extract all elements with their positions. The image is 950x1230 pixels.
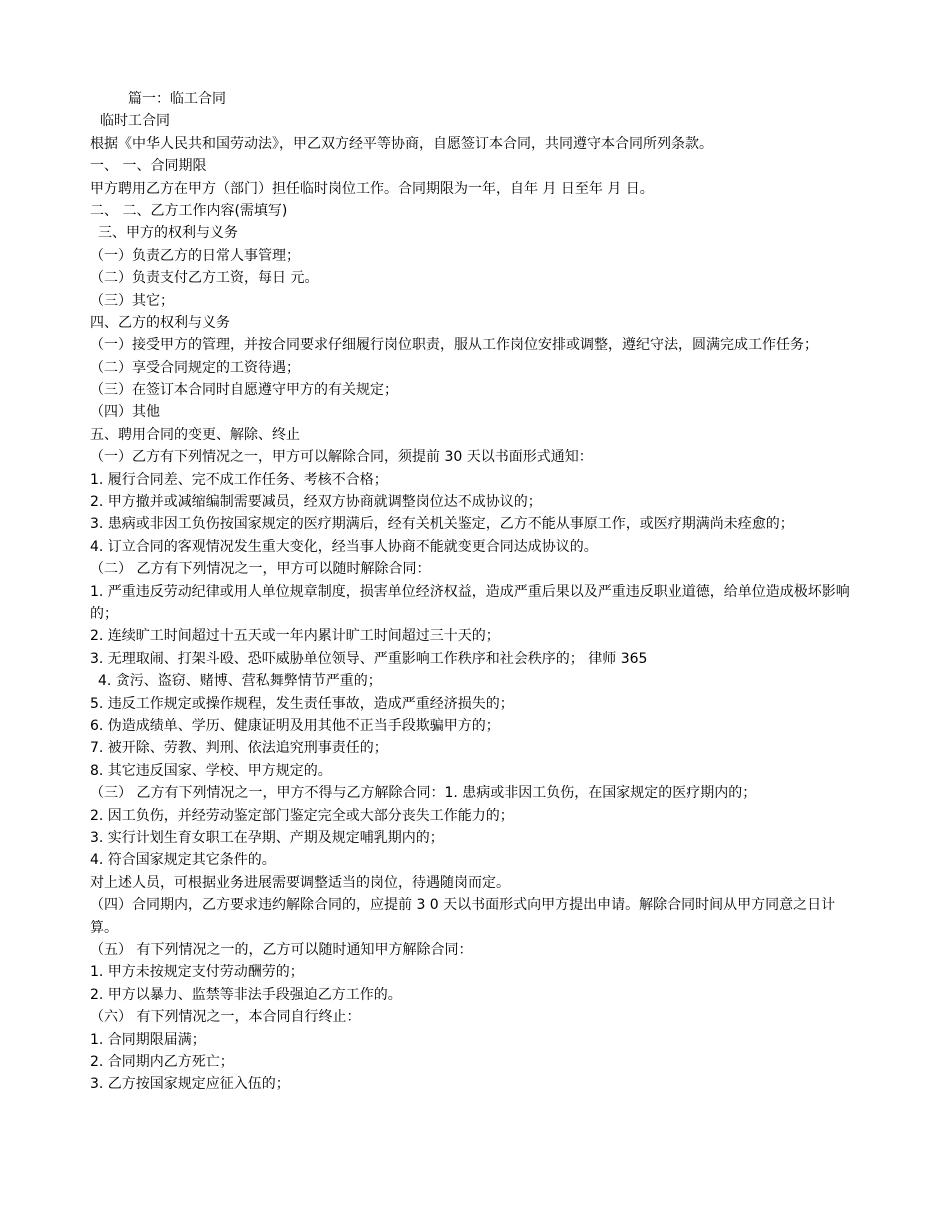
list-item: 8. 其它违反国家、学校、甲方规定的。 xyxy=(90,762,332,779)
clause: （三）在签订本合同时自愿遵守甲方的有关规定； xyxy=(90,382,398,399)
list-item: 3. 无理取闹、打架斗殴、恐吓威胁单位领导、严重影响工作秩序和社会秩序的； 律师 365 xyxy=(90,650,648,667)
clause: （三）其它； xyxy=(90,292,174,309)
list-item: 2. 因工负伤，并经劳动鉴定部门鉴定完全或大部分丧失工作能力的； xyxy=(90,807,514,824)
list-item: 3. 实行计划生育女职工在孕期、产期及规定哺乳期内的； xyxy=(90,829,444,846)
list-item: 4. 贪污、盗窃、赌博、营私舞弊情节严重的； xyxy=(98,673,382,690)
clause: （三） 乙方有下列情况之一，甲方不得与乙方解除合同：1. 患病或非因工负伤，在国家规定的医疗期内的； xyxy=(90,785,757,802)
list-item: 1. 履行合同差、完不成工作任务、考核不合格； xyxy=(90,471,388,488)
section-heading: 五、聘用合同的变更、解除、终止 xyxy=(90,426,300,443)
list-item: 6. 伪造成绩单、学历、健康证明及用其他不正当手段欺骗甲方的； xyxy=(90,718,500,734)
list-item: 1. 合同期限届满； xyxy=(90,1031,206,1048)
list-item: 4. 符合国家规定其它条件的。 xyxy=(90,852,276,869)
clause: （五） 有下列情况之一的，乙方可以随时通知甲方解除合同： xyxy=(90,941,473,958)
clause: （一）乙方有下列情况之一，甲方可以解除合同，须提前 30 天以书面形式通知： xyxy=(90,449,593,466)
clause: （四）合同期内，乙方要求违约解除合同的，应提前 3 0 天以书面形式向甲方提出申请。解除合同时间从甲方同意之日计算。 xyxy=(90,897,836,936)
list-item: 1. 严重违反劳动纪律或用人单位规章制度，损害单位经济权益，造成严重后果以及严重违反职业道德，给单位造成极坏影响的； xyxy=(90,583,850,623)
clause: （二）享受合同规定的工资待遇； xyxy=(90,359,300,376)
section-heading: 二、 二、乙方工作内容(需填写) xyxy=(90,202,288,219)
clause: （一）负责乙方的日常人事管理； xyxy=(90,247,300,264)
intro-paragraph: 根据《中华人民共和国劳动法》，甲乙双方经平等协商，自愿签订本合同，共同遵守本合同所列条款。 xyxy=(90,135,713,152)
contract-document xyxy=(90,88,880,1096)
list-item: 4. 订立合同的客观情况发生重大变化，经当事人协商不能就变更合同达成协议的。 xyxy=(90,538,598,555)
list-item: 2. 连续旷工时间超过十五天或一年内累计旷工时间超过三十天的； xyxy=(90,628,500,645)
paragraph: 甲方聘用乙方在甲方（部门）担任临时岗位工作。合同期限为一年，自年 月 日至年 月 日。 xyxy=(90,180,654,197)
doc-subtitle: 临时工合同 xyxy=(100,113,170,130)
list-item: 3. 乙方按国家规定应征入伍的； xyxy=(90,1076,290,1093)
list-item: 5. 违反工作规定或操作规程，发生责任事故，造成严重经济损失的； xyxy=(90,695,514,712)
section-heading: 一、 一、合同期限 xyxy=(90,158,207,175)
clause: （一）接受甲方的管理，并按合同要求仔细履行岗位职责，服从工作岗位安排或调整，遵纪守法，圆满完成工作任务； xyxy=(90,337,818,354)
section-heading: 三、甲方的权利与义务 xyxy=(98,225,238,242)
section-heading: 四、乙方的权利与义务 xyxy=(90,314,230,331)
list-item: 2. 甲方以暴力、监禁等非法手段强迫乙方工作的。 xyxy=(90,986,402,1003)
list-item: 2. 甲方撤并或减缩编制需要减员，经双方协商就调整岗位达不成协议的； xyxy=(90,494,542,511)
list-item: 7. 被开除、劳教、判刑、依法追究刑事责任的； xyxy=(90,740,388,757)
doc-title: 篇一：临工合同 xyxy=(128,91,226,107)
clause: （六） 有下列情况之一，本合同自行终止： xyxy=(90,1009,361,1026)
list-item: 2. 合同期内乙方死亡； xyxy=(90,1053,234,1070)
clause: （二）负责支付乙方工资，每日 元。 xyxy=(90,270,319,287)
list-item: 1. 甲方未按规定支付劳动酬劳的； xyxy=(90,964,304,981)
clause: （二） 乙方有下列情况之一，甲方可以随时解除合同： xyxy=(90,561,431,578)
clause: （四）其他 xyxy=(90,404,160,421)
paragraph: 对上述人员，可根据业务进展需要调整适当的岗位，待遇随岗而定。 xyxy=(90,874,510,891)
list-item: 3. 患病或非因工负伤按国家规定的医疗期满后，经有关机关鉴定，乙方不能从事原工作，或医疗期满尚未痊愈的； xyxy=(90,516,794,533)
